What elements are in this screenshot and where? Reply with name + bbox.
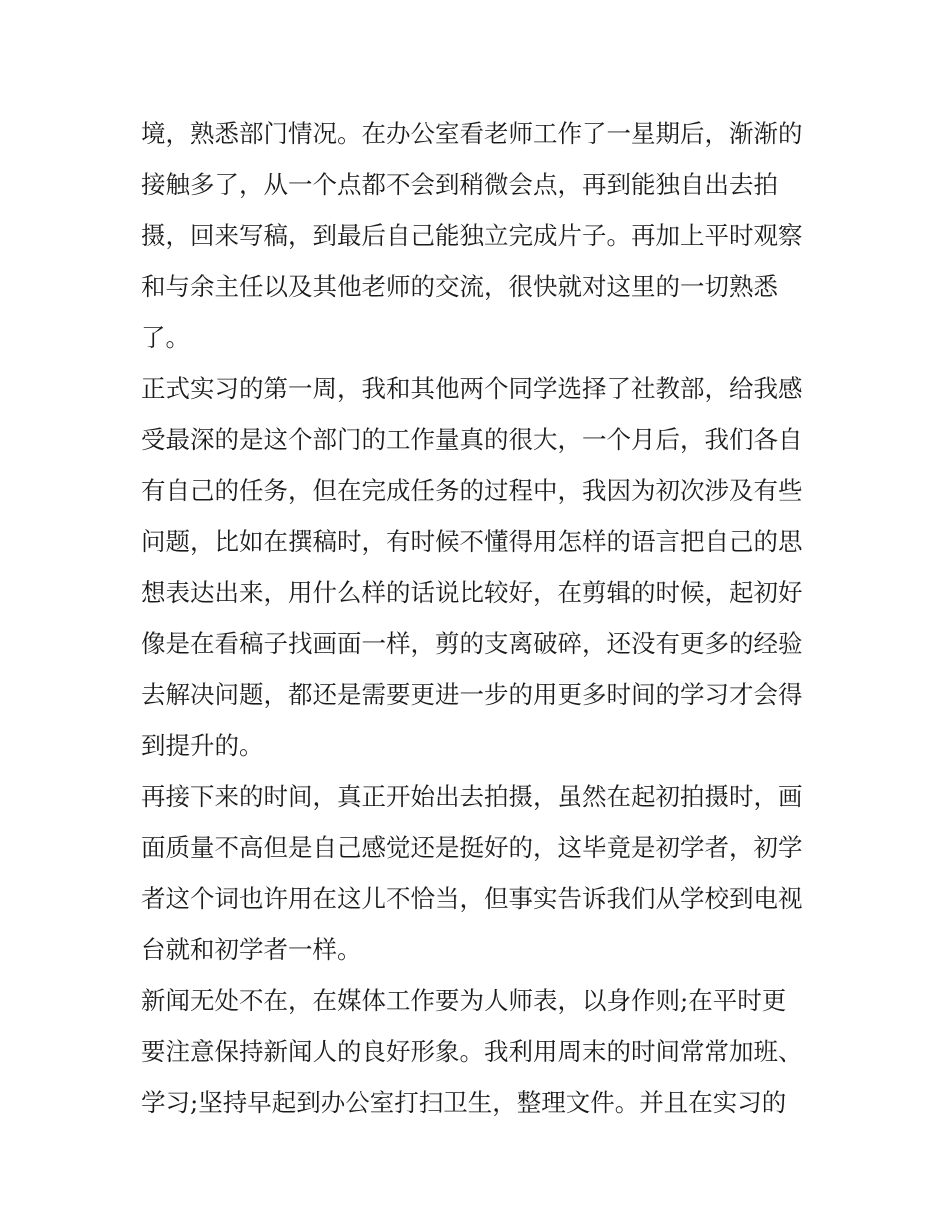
text-line: 者这个词也许用在这儿不恰当，但事实告诉我们从学校到电视 <box>141 884 803 913</box>
text-line: 问题，比如在撰稿时，有时候不懂得用怎样的语言把自己的思 <box>141 527 803 556</box>
paragraph-2 <box>141 363 813 771</box>
text-line: 摄，回来写稿，到最后自己能独立完成片子。再加上平时观察 <box>141 221 803 250</box>
text-line: 新闻无处不在，在媒体工作要为人师表，以身作则;在平时更 <box>141 986 787 1015</box>
text-line: 再接下来的时间，真正开始出去拍摄，虽然在起初拍摄时，画 <box>141 782 803 811</box>
document-body <box>141 108 813 1128</box>
text-line: 去解决问题，都还是需要更进一步的用更多时间的学习才会得 <box>141 680 803 709</box>
text-line: 学习;坚持早起到办公室打扫卫生，整理文件。并且在实习的 <box>141 1088 787 1117</box>
text-line: 了。 <box>141 323 190 352</box>
paragraph-1 <box>141 108 813 363</box>
paragraph-4 <box>141 975 813 1128</box>
paragraph-3 <box>141 771 813 975</box>
text-line: 像是在看稿子找画面一样，剪的支离破碎，还没有更多的经验 <box>141 629 803 658</box>
text-line: 面质量不高但是自己感觉还是挺好的，这毕竟是初学者，初学 <box>141 833 803 862</box>
text-line: 到提升的。 <box>141 731 264 760</box>
text-line: 接触多了，从一个点都不会到稍微会点，再到能独自出去拍 <box>141 170 778 199</box>
text-line: 台就和初学者一样。 <box>141 935 362 964</box>
text-line: 受最深的是这个部门的工作量真的很大，一个月后，我们各自 <box>141 425 803 454</box>
text-line: 要注意保持新闻人的良好形象。我利用周末的时间常常加班、 <box>141 1037 803 1066</box>
text-line: 和与余主任以及其他老师的交流，很快就对这里的一切熟悉 <box>141 272 778 301</box>
text-line: 有自己的任务，但在完成任务的过程中，我因为初次涉及有些 <box>141 476 803 505</box>
text-line: 想表达出来，用什么样的话说比较好，在剪辑的时候，起初好 <box>141 578 803 607</box>
text-line: 境，熟悉部门情况。在办公室看老师工作了一星期后，渐渐的 <box>141 119 803 148</box>
text-line: 正式实习的第一周，我和其他两个同学选择了社教部，给我感 <box>141 374 803 403</box>
